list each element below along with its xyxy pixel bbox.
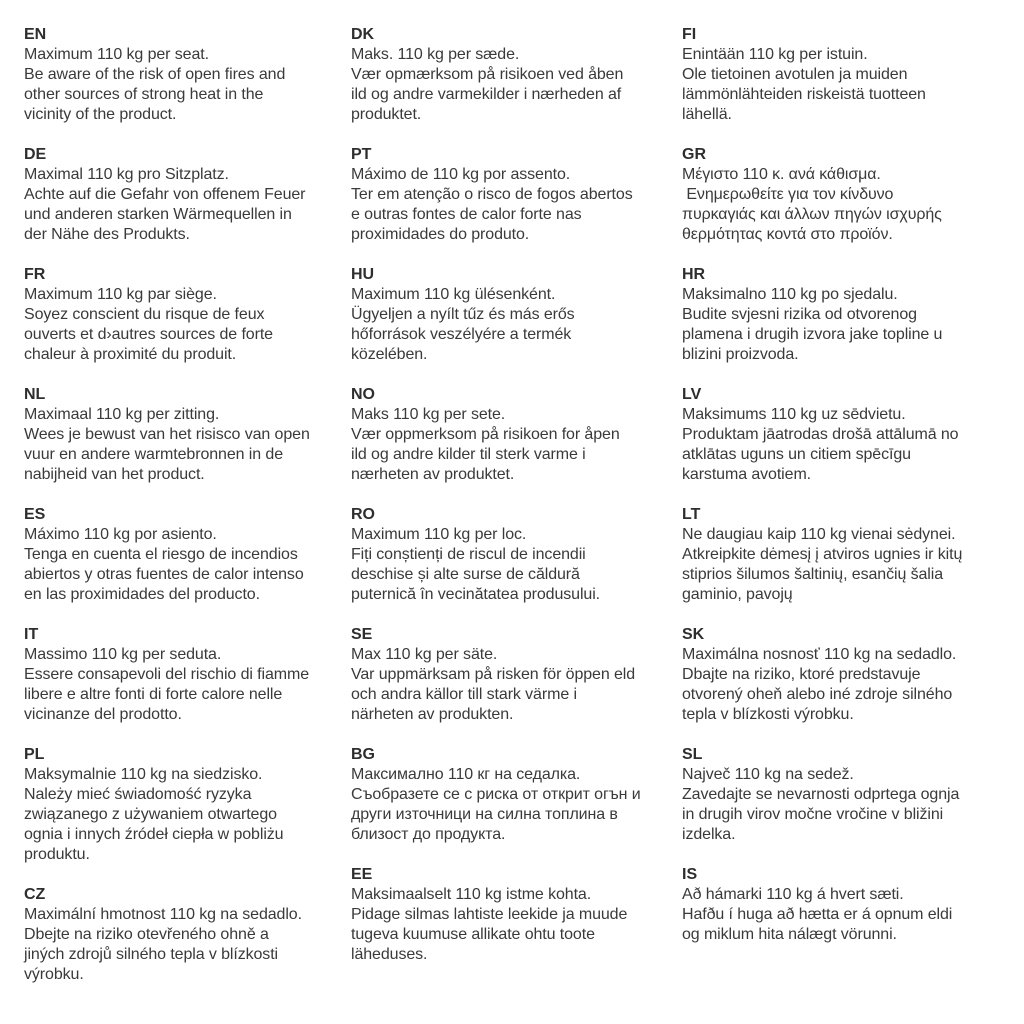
warning-text-line: Soyez conscient du risque de feux [24,306,265,323]
language-section-is [682,865,962,945]
language-code-lt: LT [682,506,701,523]
warning-text-line: ild og andre kilder til sterk varme i [351,446,586,463]
warning-text-line: abiertos y otras fuentes de calor intenso [24,566,304,583]
warning-text-line: Maximálna nosnosť 110 kg na sedadlo. [682,646,957,663]
warning-text-line: Največ 110 kg na sedež. [682,766,854,783]
warning-text-line: Maks. 110 kg per sæde. [351,46,520,63]
language-section-lv [682,385,962,485]
warning-text-line: jiných zdrojů silného tepla v blízkosti [24,946,279,963]
language-section-pl [24,745,310,865]
warning-text-line: vicinity of the product. [24,106,177,123]
language-section-no [351,385,641,485]
warning-text-line: lämmönlähteiden riskeistä tuotteen [682,86,926,103]
warning-text-line: πυρκαγιάς και άλλων πηγών ισχυρής [682,206,942,223]
language-section-hr [682,265,962,365]
warning-text-line: близост до продукта. [351,826,506,843]
warning-text-line: Wees je bewust van het risisco van open [24,426,310,443]
language-section-sk [682,625,962,725]
warning-text-line: Μέγιστο 110 κ. ανά κάθισμα. [682,166,881,183]
warning-text-line: en las proximidades del producto. [24,586,260,603]
language-section-bg [351,745,641,845]
warning-text-line: Atkreipkite dėmesį į atviros ugnies ir kitų [682,546,963,563]
warning-text-line: Maximum 110 kg per loc. [351,526,527,543]
language-code-fi: FI [682,26,697,43]
warning-text-line: blizini proizvoda. [682,346,799,363]
warning-text-line: Máximo 110 kg por asiento. [24,526,217,543]
warning-text-line: puternică în vecinătatea produsului. [351,586,601,603]
warning-text-line: produktu. [24,846,90,863]
language-section-en [24,25,310,125]
warning-text-line: Máximo de 110 kg por assento. [351,166,571,183]
warning-text-line: Съобразете се с риска от открит огън и [351,786,641,803]
language-code-ro: RO [351,506,375,523]
language-code-nl: NL [24,386,46,403]
warning-text-line: Massimo 110 kg per seduta. [24,646,222,663]
warning-text-line: Zavedajte se nevarnosti odprtega ognja [682,786,960,803]
warning-text-line: Max 110 kg per säte. [351,646,498,663]
warning-text-line: proximidades do produto. [351,226,530,243]
language-code-is: IS [682,866,698,883]
language-section-cz [24,885,310,985]
warning-text-line: Vær oppmerksom på risikoen for åpen [351,426,620,443]
language-section-sl [682,745,962,845]
language-code-se: SE [351,626,373,643]
warning-text-line: und anderen starken Wärmequellen in [24,206,292,223]
warning-text-line: Maksimaalselt 110 kg istme kohta. [351,886,592,903]
warning-text-line: tepla v blízkosti výrobku. [682,706,854,723]
warning-text-line: läheduses. [351,946,428,963]
language-section-es [24,505,310,605]
language-section-hu [351,265,641,365]
warning-text-line: in drugih virov močne vročine v bližini [682,806,944,823]
warning-text-line: Pidage silmas lahtiste leekide ja muude [351,906,628,923]
warning-text-line: libere e altre fonti di forte calore nelle [24,686,283,703]
language-section-fr [24,265,310,365]
warning-text-line: Budite svjesni rizika od otvorenog [682,306,917,323]
warning-text-line: Максимално 110 кг на седалка. [351,766,581,783]
warning-text-line: Hafðu í huga að hætta er á opnum eldi [682,906,953,923]
warning-text-line: otvorený oheň alebo iné zdroje silného [682,686,953,703]
language-column-1 [24,25,310,1005]
language-section-de [24,145,310,245]
warning-text-line: Tenga en cuenta el riesgo de incendios [24,546,298,563]
warning-text-line: e outras fontes de calor forte nas [351,206,582,223]
language-code-de: DE [24,146,47,163]
language-code-pl: PL [24,746,45,763]
warning-text-line: Essere consapevoli del rischio di fiamme [24,666,310,683]
warning-text-line: vuur en andere warmtebronnen in de [24,446,283,463]
warning-text-line: lähellä. [682,106,732,123]
warning-text-line: Ne daugiau kaip 110 kg vienai sėdynei. [682,526,956,543]
warning-text-line: Maksymalnie 110 kg na siedzisko. [24,766,263,783]
warning-text-line: nabijheid van het product. [24,466,205,483]
warning-text-line: ouverts et d›autres sources de forte [24,326,273,343]
warning-text-line: karstuma avotiem. [682,466,812,483]
language-code-pt: PT [351,146,372,163]
warning-text-line: Dbajte na riziko, ktoré predstavuje [682,666,921,683]
language-code-dk: DK [351,26,375,43]
language-code-lv: LV [682,386,702,403]
warning-text-line: Enintään 110 kg per istuin. [682,46,868,63]
warning-text-line: közelében. [351,346,428,363]
language-section-nl [24,385,310,485]
warning-text-line: tugeva kuumuse allikate ohtu toote [351,926,595,943]
warning-text-line: stiprios šilumos šaltinių, esančių šalia [682,566,944,583]
warning-text-line: Achte auf die Gefahr von offenem Feuer [24,186,306,203]
warning-text-line: ild og andre varmekilder i nærheden af [351,86,622,103]
warning-text-line: Maximum 110 kg par siège. [24,286,217,303]
warning-text-line: plamena i drugih izvora jake topline u [682,326,943,343]
warning-text-line: Maximal 110 kg pro Sitzplatz. [24,166,229,183]
warning-text-line: Dbejte na riziko otevřeného ohně a [24,926,269,943]
warning-text-line: други източници на силна топлина в [351,806,618,823]
warning-text-line: Maksimums 110 kg uz sēdvietu. [682,406,906,423]
warning-text-line: związanego z używaniem otwartego [24,806,277,823]
warning-text-line: atklātas uguns un citiem spēcīgu [682,446,911,463]
warning-text-line: hőforrások veszélyére a termék [351,326,572,343]
warning-text-line: Að hámarki 110 kg á hvert sæti. [682,886,904,903]
language-column-2 [351,25,641,985]
warning-text-line: izdelka. [682,826,736,843]
language-section-gr [682,145,962,245]
warning-text-line: ognia i innych źródeł ciepła w pobliżu [24,826,284,843]
language-code-sl: SL [682,746,703,763]
language-section-it [24,625,310,725]
language-section-fi [682,25,962,125]
warning-text-line: deschise și alte surse de căldură [351,566,580,583]
language-section-pt [351,145,641,245]
language-code-bg: BG [351,746,375,763]
language-code-gr: GR [682,146,706,163]
language-code-es: ES [24,506,46,523]
warning-text-line: Maks 110 kg per sete. [351,406,506,423]
language-section-dk [351,25,641,125]
warning-text-line: der Nähe des Produkts. [24,226,190,243]
warning-text-line: θερμότητας κοντά στο προϊόν. [682,226,893,243]
language-code-hu: HU [351,266,375,283]
language-section-lt [682,505,962,605]
warning-text-line: nærheten av produktet. [351,466,515,483]
warning-text-line: Ügyeljen a nyílt tűz és más erős [351,306,575,323]
language-code-cz: CZ [24,886,46,903]
warning-text-line: Maksimalno 110 kg po sjedalu. [682,286,898,303]
language-column-3 [682,25,962,965]
language-section-ee [351,865,641,965]
warning-text-line: other sources of strong heat in the [24,86,264,103]
warning-text-line: Maximální hmotnost 110 kg na sedadlo. [24,906,302,923]
warning-text-line: Maximum 110 kg ülésenként. [351,286,556,303]
warning-text-line: produktet. [351,106,422,123]
language-section-ro [351,505,641,605]
warning-text-line: Należy mieć świadomość ryzyka [24,786,252,803]
language-code-en: EN [24,26,47,43]
warning-text-line: Maximum 110 kg per seat. [24,46,209,63]
warning-text-line: og miklum hita nálægt vörunni. [682,926,897,943]
warning-text-line: gaminio, pavojų [682,586,793,603]
language-code-no: NO [351,386,375,403]
language-code-ee: EE [351,866,373,883]
language-code-fr: FR [24,266,46,283]
warning-text-line: Fiți conștienți de riscul de incendii [351,546,586,563]
warning-text-line: och andra källor till stark värme i [351,686,577,703]
warning-text-line: närheten av produkten. [351,706,514,723]
language-section-se [351,625,641,725]
language-code-sk: SK [682,626,705,643]
language-code-hr: HR [682,266,706,283]
warning-text-line: Ενημερωθείτε για τον κίνδυνο [682,186,894,203]
warning-text-line: Produktam jāatrodas drošā attālumā no [682,426,959,443]
warning-text-line: chaleur à proximité du produit. [24,346,237,363]
warning-text-line: Vær opmærksom på risikoen ved åben [351,66,624,83]
warning-text-line: výrobku. [24,966,84,983]
warning-text-line: Ter em atenção o risco de fogos abertos [351,186,633,203]
warning-text-line: vicinanze del prodotto. [24,706,182,723]
warning-text-line: Maximaal 110 kg per zitting. [24,406,220,423]
warning-text-line: Ole tietoinen avotulen ja muiden [682,66,908,83]
warning-text-line: Be aware of the risk of open fires and [24,66,286,83]
language-code-it: IT [24,626,39,643]
warning-text-line: Var uppmärksam på risken för öppen eld [351,666,636,683]
